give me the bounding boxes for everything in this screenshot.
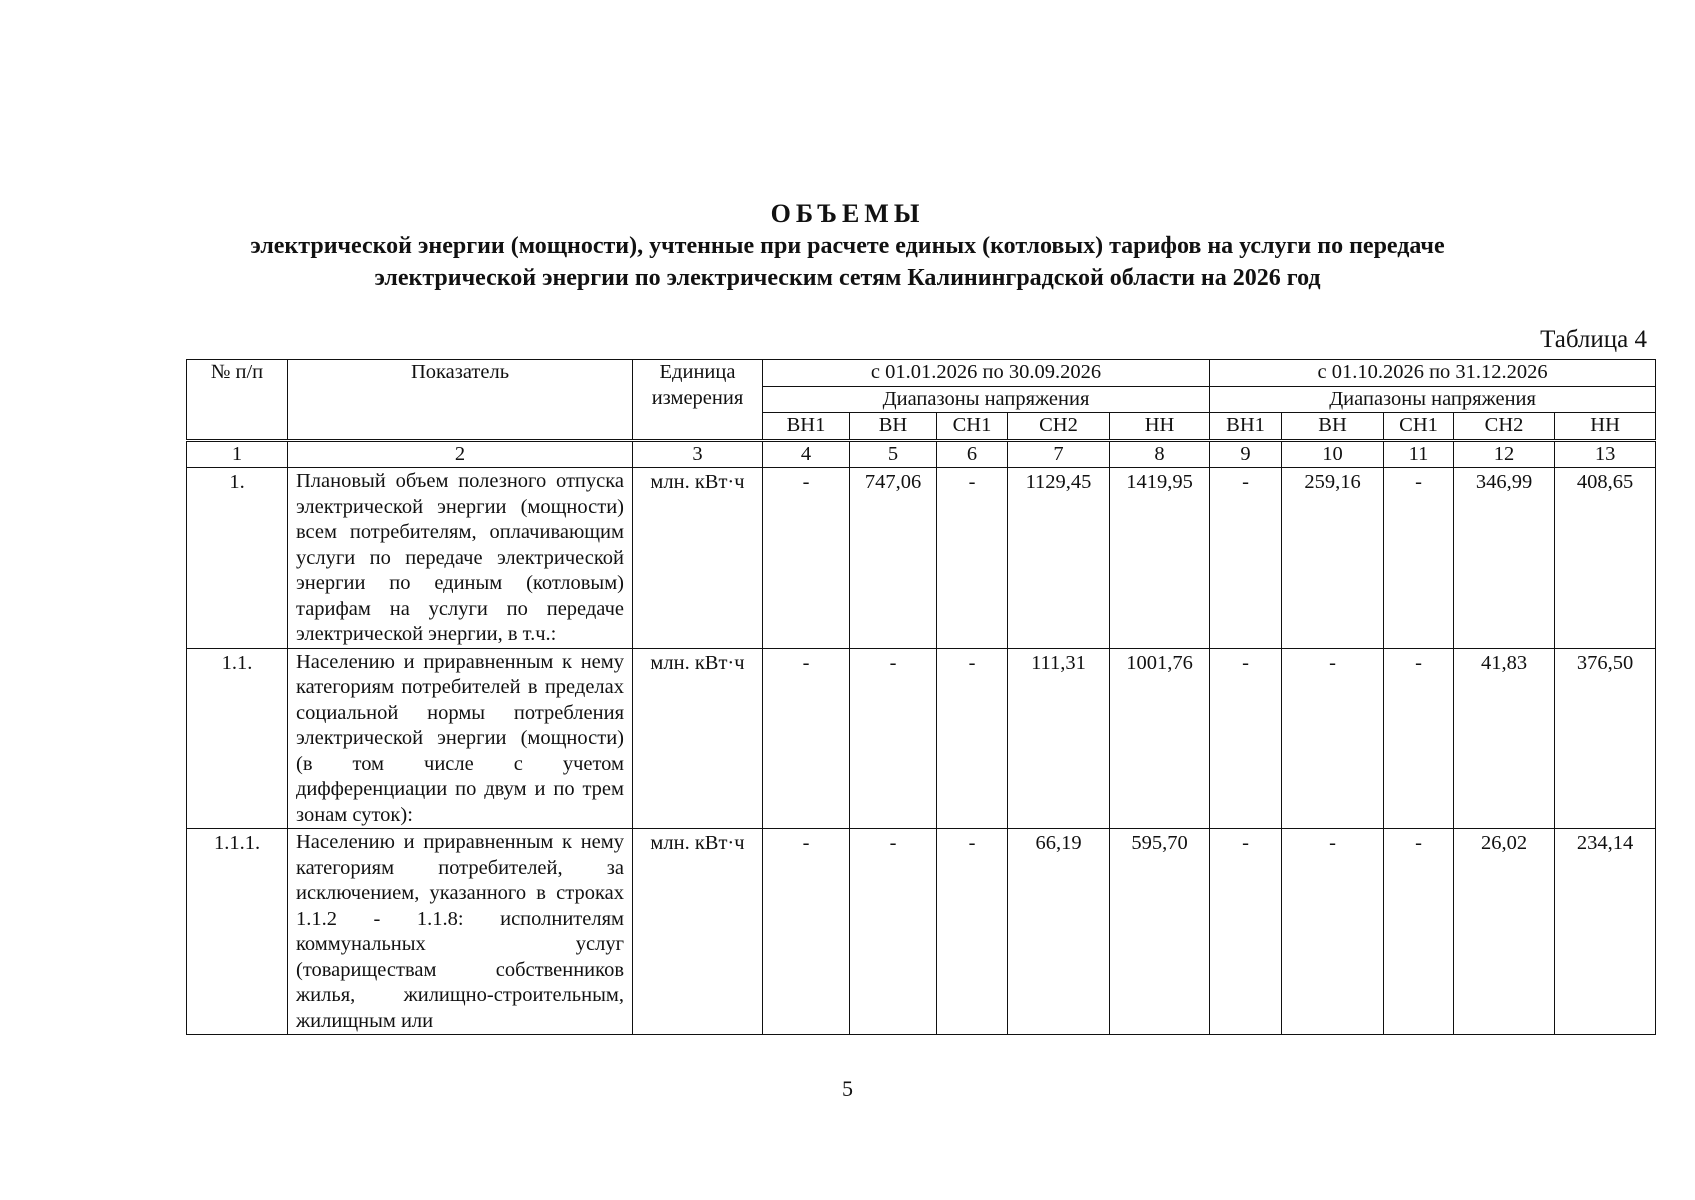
volumes-table xyxy=(186,359,1656,1035)
header-period-2: с 01.10.2026 по 31.12.2026 xyxy=(1210,360,1656,387)
header-level: ВН xyxy=(1282,413,1384,441)
row-value: 1129,45 xyxy=(1008,468,1110,649)
column-number: 2 xyxy=(288,440,633,468)
column-number: 8 xyxy=(1110,440,1210,468)
row-value: 376,50 xyxy=(1555,648,1656,829)
row-unit: млн. кВт·ч xyxy=(633,829,763,1035)
row-value: - xyxy=(850,829,937,1035)
row-value: 259,16 xyxy=(1282,468,1384,649)
header-level: НН xyxy=(1555,413,1656,441)
column-number: 6 xyxy=(937,440,1008,468)
row-value: - xyxy=(1282,648,1384,829)
row-value: 595,70 xyxy=(1110,829,1210,1035)
header-level: СН2 xyxy=(1454,413,1555,441)
column-number: 3 xyxy=(633,440,763,468)
table-label: Таблица 4 xyxy=(1540,326,1647,353)
page-number: 5 xyxy=(842,1076,853,1101)
header-voltage-ranges-1: Диапазоны напряжения xyxy=(763,386,1210,413)
row-num: 1.1.1. xyxy=(187,829,288,1035)
header-voltage-ranges-2: Диапазоны напряжения xyxy=(1210,386,1656,413)
row-value: 41,83 xyxy=(1454,648,1555,829)
row-value: 346,99 xyxy=(1454,468,1555,649)
row-value: 1001,76 xyxy=(1110,648,1210,829)
document-subtitle-line-2: электрической энергии по электрическим сетям Калининградской области на 2026 год xyxy=(374,265,1321,291)
row-value: 408,65 xyxy=(1555,468,1656,649)
row-value: - xyxy=(937,829,1008,1035)
document-header xyxy=(0,198,1695,294)
row-value: - xyxy=(1282,829,1384,1035)
row-value: - xyxy=(1210,648,1282,829)
row-indicator: Плановый объем полезного отпуска электрической энергии (мощности) всем потребителям, оплачивающим услуги по передаче электрической энергии по единым (котловым) тарифам на услуги по передаче электрической энергии, в т.ч.: xyxy=(288,468,633,649)
header-level: СН2 xyxy=(1008,413,1110,441)
column-number: 11 xyxy=(1384,440,1454,468)
column-number: 4 xyxy=(763,440,850,468)
column-number: 12 xyxy=(1454,440,1555,468)
row-unit: млн. кВт·ч xyxy=(633,468,763,649)
row-value: - xyxy=(937,468,1008,649)
header-level: НН xyxy=(1110,413,1210,441)
header-level: ВН1 xyxy=(1210,413,1282,441)
document-subtitle-line-1: электрической энергии (мощности), учтенные при расчете единых (котловых) тарифов на услуги по передаче xyxy=(250,233,1445,259)
row-value: 66,19 xyxy=(1008,829,1110,1035)
row-indicator: Населению и приравненным к нему категориям потребителей, за исключением, указанного в строках 1.1.2 - 1.1.8: исполнителям коммунальных услуг (товариществам собственников жилья, жилищно-строительным, жилищным или xyxy=(288,829,633,1035)
row-value: - xyxy=(763,468,850,649)
header-num: № п/п xyxy=(187,360,288,441)
row-value: - xyxy=(1210,829,1282,1035)
row-value: - xyxy=(1210,468,1282,649)
table-row xyxy=(187,468,1656,649)
table-row xyxy=(187,648,1656,829)
row-num: 1. xyxy=(187,468,288,649)
document-title: ОБЪЕМЫ xyxy=(770,199,925,228)
row-value: - xyxy=(850,648,937,829)
header-indicator: Показатель xyxy=(288,360,633,441)
row-value: 26,02 xyxy=(1454,829,1555,1035)
header-level: СН1 xyxy=(1384,413,1454,441)
row-value: 1419,95 xyxy=(1110,468,1210,649)
row-value: - xyxy=(763,829,850,1035)
column-number: 7 xyxy=(1008,440,1110,468)
row-value: - xyxy=(763,648,850,829)
header-row-periods xyxy=(187,360,1656,387)
header-level: ВН1 xyxy=(763,413,850,441)
header-period-1: с 01.01.2026 по 30.09.2026 xyxy=(763,360,1210,387)
column-number: 9 xyxy=(1210,440,1282,468)
row-value: - xyxy=(937,648,1008,829)
row-value: 234,14 xyxy=(1555,829,1656,1035)
table-row xyxy=(187,829,1656,1035)
row-value: - xyxy=(1384,468,1454,649)
column-number: 5 xyxy=(850,440,937,468)
row-value: 747,06 xyxy=(850,468,937,649)
column-number: 1 xyxy=(187,440,288,468)
row-value: - xyxy=(1384,648,1454,829)
column-number: 13 xyxy=(1555,440,1656,468)
column-numbers-row xyxy=(187,440,1656,468)
column-number: 10 xyxy=(1282,440,1384,468)
row-unit: млн. кВт·ч xyxy=(633,648,763,829)
header-level: СН1 xyxy=(937,413,1008,441)
header-unit: Единица измерения xyxy=(633,360,763,441)
row-num: 1.1. xyxy=(187,648,288,829)
row-indicator: Населению и приравненным к нему категориям потребителей в пределах социальной нормы потребления электрической энергии (мощности) (в том числе с учетом дифференциации по двум и по трем зонам суток): xyxy=(288,648,633,829)
header-level: ВН xyxy=(850,413,937,441)
row-value: 111,31 xyxy=(1008,648,1110,829)
row-value: - xyxy=(1384,829,1454,1035)
